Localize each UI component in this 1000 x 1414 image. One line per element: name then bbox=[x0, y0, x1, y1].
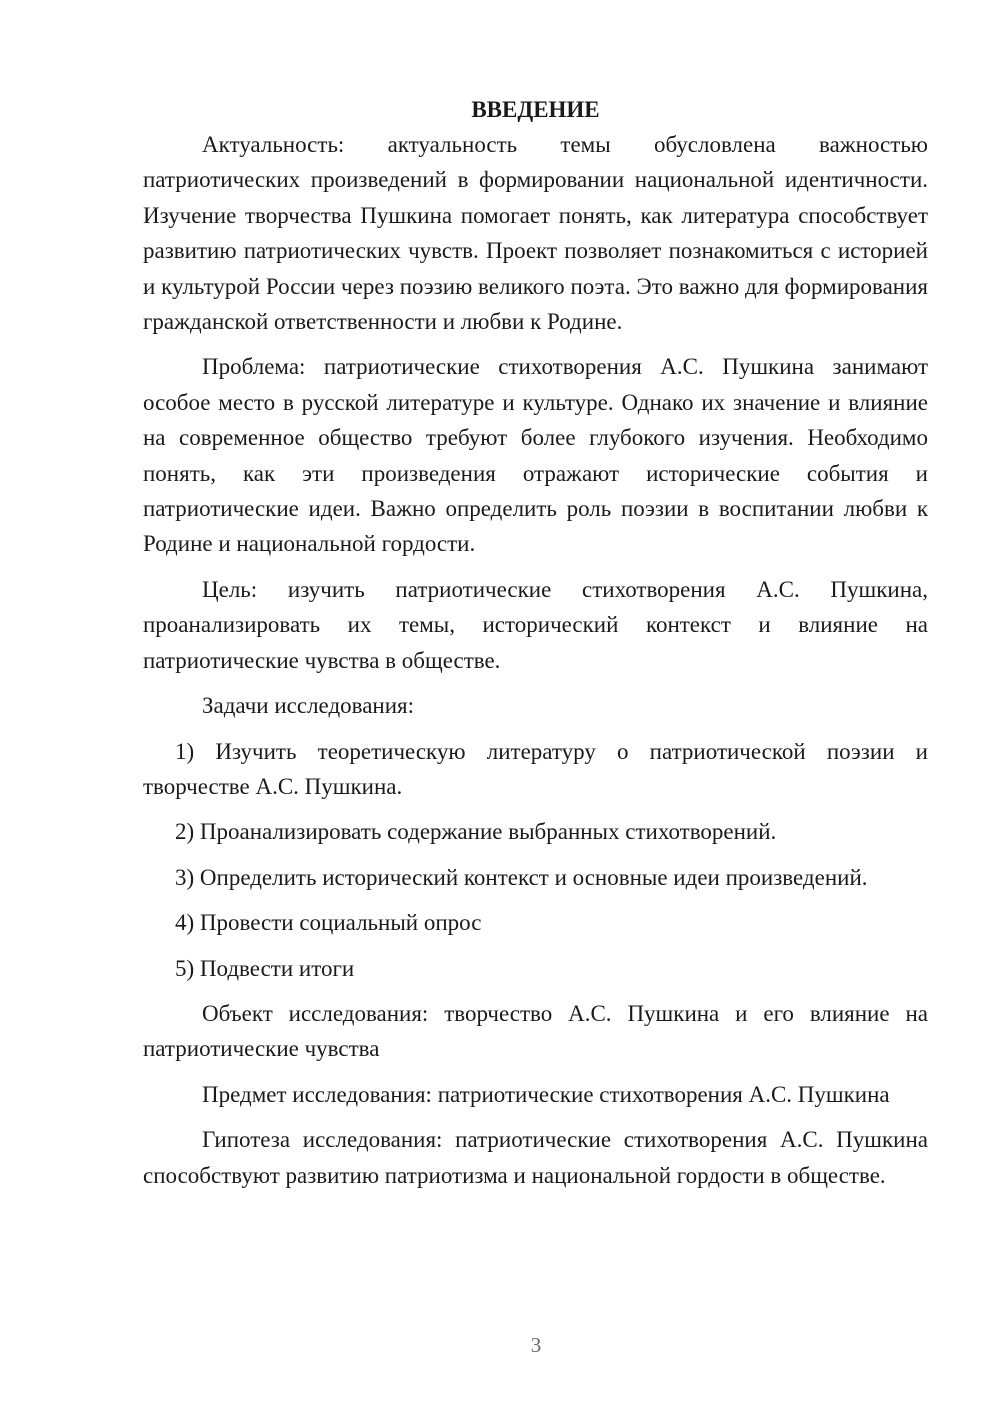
page-number: 3 bbox=[530, 1333, 542, 1357]
task-item: 2) Проанализировать содержание выбранных стихотворений. bbox=[175, 819, 777, 845]
goal-paragraph: Цель: изучить патриотические стихотворения А.С. Пушкина, проанализировать их темы, исторический контекст и влияние на патриотические чувства в обществе. bbox=[143, 576, 928, 673]
task-item: 3) Определить исторический контекст и основные идеи произведений. bbox=[175, 864, 868, 890]
section-heading: ВВЕДЕНИЕ bbox=[471, 97, 600, 122]
object-paragraph: Объект исследования: творчество А.С. Пушкина и его влияние на патриотические чувства bbox=[143, 1000, 928, 1062]
tasks-title: Задачи исследования: bbox=[202, 693, 415, 719]
problem-paragraph: Проблема: патриотические стихотворения А.С. Пушкина занимают особое место в русской литературе и культуре. Однако их значение и влияние на современное общество требуют более глубокого изучения. Необходимо понять, как эти произведения отражают исторические события и патриотические идеи. Важно определить роль поэзии в воспитании любви к Родине и национальной гордости. bbox=[143, 354, 928, 557]
subject-paragraph: Предмет исследования: патриотические стихотворения А.С. Пушкина bbox=[202, 1081, 890, 1107]
relevance-paragraph: Актуальность: актуальность темы обусловлена важностью патриотических произведений в формировании национальной идентичности. Изучение творчества Пушкина помогает понять, как литература способствует развитию патриотических чувств. Проект позволяет познакомиться с историей и культурой России через поэзию великого поэта. Это важно для формирования гражданской ответственности и любви к Родине. bbox=[143, 132, 928, 335]
task-item: 5) Подвести итоги bbox=[175, 955, 355, 981]
task-item: 1) Изучить теоретическую литературу о патриотической поэзии и творчестве А.С. Пушкина. bbox=[143, 738, 928, 799]
page-content bbox=[143, 92, 928, 1203]
hypothesis-paragraph: Гипотеза исследования: патриотические стихотворения А.С. Пушкина способствуют развитию патриотизма и национальной гордости в обществе. bbox=[143, 1127, 928, 1188]
task-item: 4) Провести социальный опрос bbox=[175, 910, 482, 936]
